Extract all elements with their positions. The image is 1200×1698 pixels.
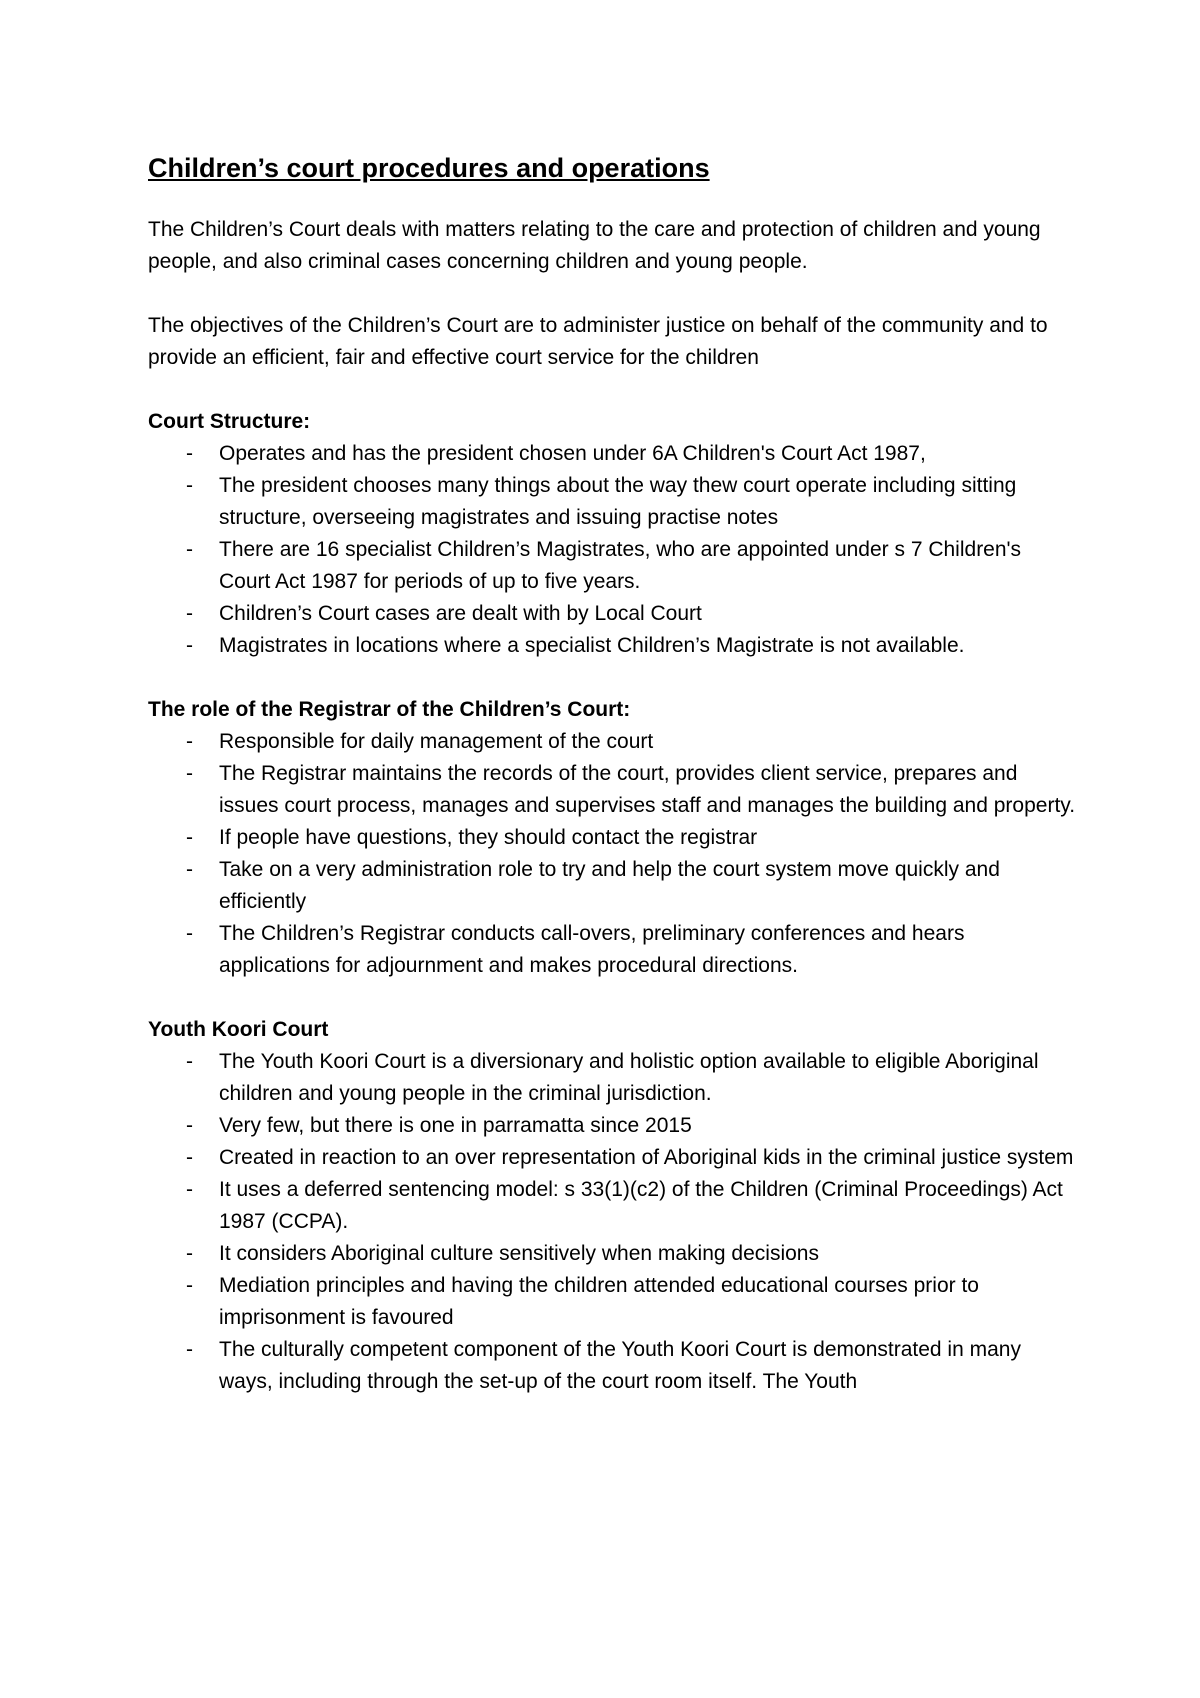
bullet-dash: - [186,442,193,465]
bullet-dash: - [186,858,193,881]
bullet-dash: - [186,634,193,657]
section-court-structure [148,406,1078,662]
list-item [148,438,1078,470]
bullet-dash: - [186,1114,193,1137]
bullet-dash: - [186,474,193,497]
bullet-list-court-structure [148,438,1078,662]
bullet-dash: - [186,1050,193,1073]
list-item [148,630,1078,662]
intro-paragraph-care-protection: The Children’s Court deals with matters relating to the care and protection of children and young people, and also criminal cases concerning children and young people. [148,218,1041,273]
section-heading-court-structure: Court Structure: [148,410,311,433]
list-item-text: The Youth Koori Court is a diversionary and holistic option available to eligible Aboriginal children and young people in the criminal jurisdiction. [219,1050,1039,1105]
list-item-text: Responsible for daily management of the court [219,730,654,753]
bullet-dash: - [186,922,193,945]
list-item-text: It uses a deferred sentencing model: s 33(1)(c2) of the Children (Criminal Proceedings) Act 1987 (CCPA). [219,1178,1063,1233]
list-item [148,470,1078,534]
list-item-text: The culturally competent component of the Youth Koori Court is demonstrated in many ways, including through the set-up of the court room itself. The Youth [219,1338,1021,1393]
bullet-dash: - [186,1178,193,1201]
list-item-text: Magistrates in locations where a specialist Children’s Magistrate is not available. [219,634,965,657]
list-item-text: Operates and has the president chosen under 6A Children's Court Act 1987, [219,442,926,465]
list-item [148,534,1078,598]
bullet-dash: - [186,1242,193,1265]
list-item [148,822,1078,854]
list-item [148,1046,1078,1110]
bullet-dash: - [186,730,193,753]
list-item-text: If people have questions, they should contact the registrar [219,826,758,849]
list-item [148,1238,1078,1270]
bullet-dash: - [186,762,193,785]
list-item-text: Created in reaction to an over representation of Aboriginal kids in the criminal justice system [219,1146,1074,1169]
bullet-dash: - [186,1274,193,1297]
section-heading-registrar-role: The role of the Registrar of the Children’s Court: [148,698,631,721]
list-item-text: Very few, but there is one in parramatta since 2015 [219,1114,692,1137]
list-item [148,1270,1078,1334]
page-title: Children’s court procedures and operations [148,153,710,183]
list-item [148,918,1078,982]
bullet-dash: - [186,1338,193,1361]
section-heading-youth-koori-court: Youth Koori Court [148,1018,329,1041]
list-item-text: Children’s Court cases are dealt with by Local Court [219,602,702,625]
section-youth-koori-court [148,1014,1078,1398]
bullet-list-youth-koori-court [148,1046,1078,1398]
list-item-text: The Registrar maintains the records of the court, provides client service, prepares and issues court process, manages and supervises staff and manages the building and property. [219,762,1076,817]
bullet-dash: - [186,602,193,625]
list-item-text: The Children’s Registrar conducts call-overs, preliminary conferences and hears applications for adjournment and makes procedural directions. [219,922,965,977]
list-item-text: There are 16 specialist Children’s Magistrates, who are appointed under s 7 Children's Court Act 1987 for periods of up to five years. [219,538,1022,593]
section-registrar-role [148,694,1078,982]
list-item-text: The president chooses many things about the way thew court operate including sitting structure, overseeing magistrates and issuing practise notes [219,474,1017,529]
list-item [148,1334,1078,1398]
list-item [148,1110,1078,1142]
list-item [148,726,1078,758]
bullet-dash: - [186,538,193,561]
list-item [148,758,1078,822]
list-item-text: It considers Aboriginal culture sensitively when making decisions [219,1242,819,1265]
bullet-dash: - [186,826,193,849]
bullet-dash: - [186,1146,193,1169]
list-item [148,1174,1078,1238]
intro-paragraph-objectives: The objectives of the Children’s Court are to administer justice on behalf of the community and to provide an efficient, fair and effective court service for the children [148,314,1048,369]
list-item [148,854,1078,918]
bullet-list-registrar-role [148,726,1078,982]
list-item [148,1142,1078,1174]
document-content [148,150,1078,1398]
list-item-text: Mediation principles and having the children attended educational courses prior to imprisonment is favoured [219,1274,979,1329]
list-item-text: Take on a very administration role to try and help the court system move quickly and efficiently [219,858,1000,913]
list-item [148,598,1078,630]
